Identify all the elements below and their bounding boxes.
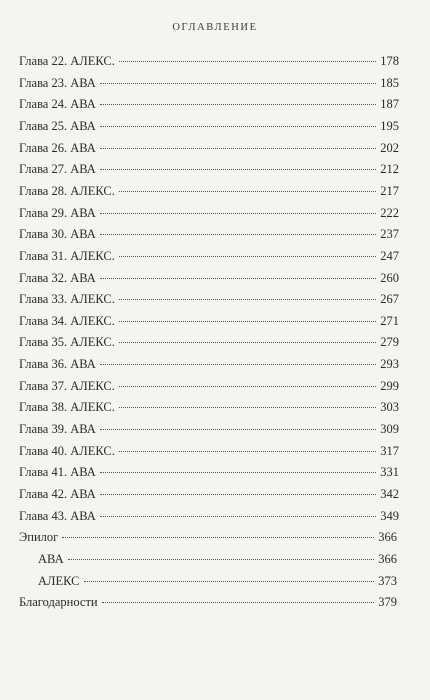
toc-entry-page-number: 222 — [380, 205, 399, 220]
toc-entry-title: Глава 25. АВА — [19, 118, 96, 133]
toc-entry[interactable] — [19, 138, 399, 159]
toc-entry-page-number: 178 — [380, 54, 399, 68]
toc-entry-page-number: 379 — [378, 595, 397, 610]
toc-entry-title: Глава 37. АЛЕКС. — [19, 378, 115, 393]
toc-entry[interactable] — [19, 224, 399, 245]
dot-leader — [119, 342, 376, 343]
dot-leader — [100, 364, 376, 365]
toc-entry-title: Глава 43. АВА — [19, 508, 96, 523]
dot-leader — [100, 472, 376, 473]
toc-entry[interactable] — [19, 484, 399, 505]
toc-entry-page-number: 317 — [380, 443, 399, 458]
toc-entry[interactable] — [19, 527, 397, 548]
toc-entry-title: Глава 24. АВА — [19, 97, 96, 112]
toc-entry[interactable] — [19, 181, 399, 202]
toc-entry-title: Глава 33. АЛЕКС. — [19, 292, 115, 307]
toc-entry[interactable] — [19, 289, 399, 310]
dot-leader — [100, 126, 376, 127]
toc-entry-title: Глава 31. АЛЕКС. — [19, 248, 115, 263]
toc-entry[interactable] — [19, 159, 399, 180]
toc-entry-title: Глава 28. АЛЕКС. — [19, 183, 115, 198]
dot-leader — [119, 451, 376, 452]
toc-entry-page-number: 202 — [380, 140, 399, 155]
toc-entry-title: АЛЕКС — [38, 573, 80, 588]
toc-entry[interactable] — [19, 311, 399, 332]
dot-leader — [84, 581, 374, 582]
dot-leader — [119, 299, 376, 300]
dot-leader — [119, 61, 376, 62]
dot-leader — [100, 234, 376, 235]
toc-entry-page-number: 303 — [380, 400, 399, 415]
dot-leader — [100, 429, 376, 430]
toc-entry-title: Глава 23. АВА — [19, 75, 96, 90]
dot-leader — [100, 83, 376, 84]
dot-leader — [119, 321, 376, 322]
toc-entry[interactable] — [19, 51, 399, 72]
toc-entry-page-number: 366 — [378, 530, 397, 545]
toc-entry-page-number: 187 — [380, 97, 399, 112]
toc-entry-page-number: 185 — [380, 75, 399, 90]
toc-entry-page-number: 247 — [380, 248, 399, 263]
dot-leader — [100, 494, 376, 495]
dot-leader — [119, 256, 376, 257]
toc-entry[interactable] — [19, 462, 399, 483]
toc-entry-title: Глава 36. АВА — [19, 357, 96, 372]
dot-leader — [100, 213, 376, 214]
toc-entry-title: АВА — [38, 551, 64, 566]
dot-leader — [100, 148, 376, 149]
toc-entry-title: Глава 41. АВА — [19, 465, 96, 480]
toc-entry[interactable] — [19, 397, 399, 418]
toc-entry-page-number: 309 — [380, 422, 399, 437]
toc-entry[interactable] — [19, 441, 399, 462]
dot-leader — [100, 278, 376, 279]
toc-entry[interactable] — [38, 571, 397, 592]
toc-entry[interactable] — [19, 592, 397, 613]
dot-leader — [102, 602, 374, 603]
toc-entry-title: Глава 32. АВА — [19, 270, 96, 285]
toc-entry-title: Глава 22. АЛЕКС. — [19, 54, 115, 68]
toc-entry[interactable] — [19, 116, 399, 137]
toc-entry-page-number: 237 — [380, 227, 399, 242]
toc-entry-title: Эпилог — [19, 530, 59, 545]
toc-entry-page-number: 342 — [380, 487, 399, 501]
toc-entry-page-number: 366 — [378, 551, 397, 566]
toc-entry-page-number: 279 — [380, 335, 399, 350]
toc-entry-page-number: 299 — [380, 378, 399, 393]
toc-entry-page-number: 271 — [380, 313, 399, 328]
toc-entry[interactable] — [19, 94, 399, 115]
toc-entry-title: Глава 27. АВА — [19, 162, 96, 177]
dot-leader — [119, 407, 376, 408]
toc-entry-page-number: 373 — [378, 573, 397, 588]
toc-entry-title: Глава 35. АЛЕКС. — [19, 335, 115, 350]
dot-leader — [119, 191, 376, 192]
toc-entry-title: Глава 30. АВА — [19, 227, 96, 242]
toc-entry-page-number: 267 — [380, 292, 399, 307]
dot-leader — [100, 169, 376, 170]
toc-entry-page-number: 212 — [380, 162, 399, 177]
toc-entry[interactable] — [19, 506, 399, 527]
toc-entry[interactable] — [19, 246, 399, 267]
toc-entry-title: Глава 38. АЛЕКС. — [19, 400, 115, 415]
toc-entry[interactable] — [19, 268, 399, 289]
dot-leader — [62, 537, 374, 538]
toc-entry[interactable] — [19, 332, 399, 353]
dot-leader — [100, 516, 376, 517]
toc-entry[interactable] — [19, 354, 399, 375]
dot-leader — [119, 386, 376, 387]
toc-heading: ОГЛАВЛЕНИЕ — [172, 22, 258, 33]
dot-leader — [100, 104, 376, 105]
toc-entry-page-number: 331 — [380, 465, 399, 480]
toc-entry-title: Глава 40. АЛЕКС. — [19, 443, 115, 458]
toc-entry-title: Благодарности — [19, 595, 98, 610]
toc-entry[interactable] — [19, 376, 399, 397]
toc-entry-title: Глава 29. АВА — [19, 205, 96, 220]
toc-entry-title: Глава 42. АВА — [19, 487, 96, 501]
toc-entry-page-number: 260 — [380, 270, 399, 285]
toc-entry[interactable] — [19, 419, 399, 440]
toc-entry[interactable] — [19, 73, 399, 94]
toc-entry-title: Глава 26. АВА — [19, 140, 96, 155]
toc-entry-title: Глава 39. АВА — [19, 422, 96, 437]
toc-entry-title: Глава 34. АЛЕКС. — [19, 313, 115, 328]
toc-entry[interactable] — [38, 549, 397, 570]
toc-entry-page-number: 195 — [380, 118, 399, 133]
dot-leader — [68, 559, 374, 560]
toc-entry[interactable] — [19, 203, 399, 224]
toc-entry-page-number: 293 — [380, 357, 399, 372]
toc-entry-page-number: 217 — [380, 183, 399, 198]
toc-entry-page-number: 349 — [380, 508, 399, 523]
